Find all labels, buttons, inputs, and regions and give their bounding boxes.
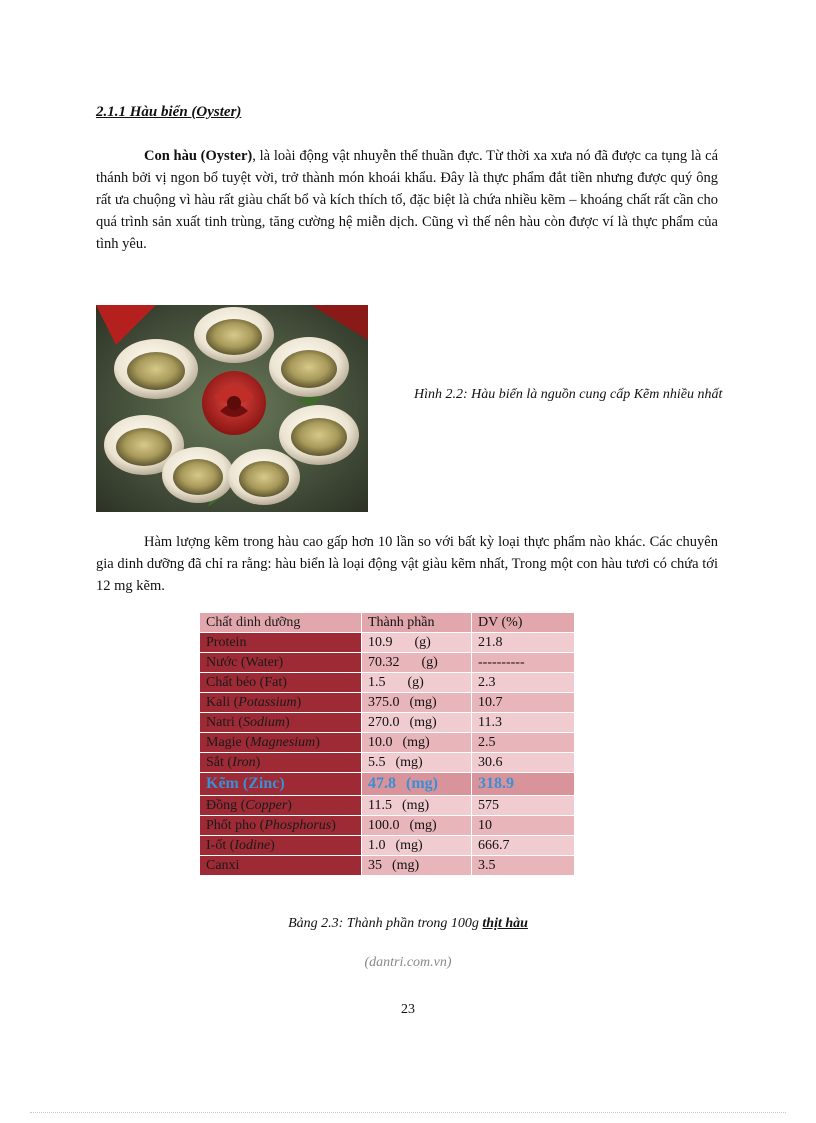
amount-unit: (g) bbox=[414, 634, 431, 650]
amount-unit: (mg) bbox=[392, 857, 420, 873]
nutrient-amount bbox=[362, 713, 472, 733]
nutrient-label: Phốt pho ( bbox=[206, 817, 265, 833]
amount-value: 47.8 bbox=[368, 775, 396, 792]
header-nutrient: Chất dinh dưỡng bbox=[200, 613, 362, 633]
nutrient-dv: 21.8 bbox=[472, 633, 575, 653]
nutrient-label: I-ốt ( bbox=[206, 837, 235, 853]
footer-divider bbox=[30, 1112, 786, 1113]
table-row bbox=[200, 673, 575, 693]
amount-value: 5.5 bbox=[368, 754, 386, 770]
amount-value: 70.32 bbox=[368, 654, 400, 670]
nutrient-dv: 2.3 bbox=[472, 673, 575, 693]
amount-value: 11.5 bbox=[368, 797, 392, 813]
amount-unit: (mg) bbox=[406, 775, 438, 792]
table-row bbox=[200, 713, 575, 733]
nutrient-label: Kẽm (Zinc) bbox=[206, 775, 285, 792]
section-heading: 2.1.1 Hàu biển (Oyster) bbox=[96, 104, 242, 120]
table-row bbox=[200, 633, 575, 653]
nutrient-name bbox=[200, 733, 362, 753]
table-row bbox=[200, 753, 575, 773]
nutrient-name bbox=[200, 816, 362, 836]
amount-value: 1.0 bbox=[368, 837, 386, 853]
figure-caption: Hình 2.2: Hàu biển là nguồn cung cấp Kẽm nhiều nhất bbox=[414, 387, 723, 402]
nutrient-close-paren: ) bbox=[296, 694, 302, 710]
nutrient-amount bbox=[362, 673, 472, 693]
nutrient-amount bbox=[362, 773, 472, 796]
header-amount: Thành phần bbox=[362, 613, 472, 633]
nutrient-name bbox=[200, 713, 362, 733]
nutrient-dv: ---------- bbox=[472, 653, 575, 673]
nutrient-name bbox=[200, 633, 362, 653]
table-row bbox=[200, 733, 575, 753]
oyster-intro-paragraph bbox=[96, 145, 718, 255]
table-row bbox=[200, 796, 575, 816]
nutrient-dv: 2.5 bbox=[472, 733, 575, 753]
table-header-row bbox=[200, 613, 575, 633]
nutrient-name bbox=[200, 753, 362, 773]
nutrient-dv: 3.5 bbox=[472, 856, 575, 876]
table-row bbox=[200, 836, 575, 856]
nutrient-dv: 666.7 bbox=[472, 836, 575, 856]
amount-value: 35 bbox=[368, 857, 382, 873]
nutrient-label: Kali ( bbox=[206, 694, 239, 710]
nutrient-close-paren: ) bbox=[284, 714, 290, 730]
nutrient-amount bbox=[362, 693, 472, 713]
nutrient-latin-name: Sodium bbox=[242, 714, 285, 730]
nutrient-label: Nước (Water) bbox=[206, 654, 284, 670]
amount-value: 100.0 bbox=[368, 817, 400, 833]
nutrient-latin-name: Iodine bbox=[234, 837, 271, 853]
nutrient-name bbox=[200, 856, 362, 876]
nutrient-amount bbox=[362, 633, 472, 653]
page-number: 23 bbox=[401, 1002, 415, 1017]
nutrient-name bbox=[200, 673, 362, 693]
nutrient-dv: 575 bbox=[472, 796, 575, 816]
oyster-photo bbox=[96, 305, 368, 512]
nutrient-label: Chất béo (Fat) bbox=[206, 674, 287, 690]
nutrient-label: Natri ( bbox=[206, 714, 243, 730]
oyster-lead-term: Con hàu (Oyster) bbox=[144, 148, 253, 164]
amount-unit: (mg) bbox=[409, 714, 437, 730]
amount-unit: (mg) bbox=[409, 817, 437, 833]
amount-unit: (mg) bbox=[409, 694, 437, 710]
nutrient-latin-name: Iron bbox=[232, 754, 256, 770]
amount-unit: (mg) bbox=[395, 754, 423, 770]
nutrient-amount bbox=[362, 753, 472, 773]
nutrient-close-paren: ) bbox=[331, 817, 336, 833]
nutrient-label: Sắt ( bbox=[206, 754, 233, 770]
amount-unit: (mg) bbox=[401, 797, 430, 813]
nutrient-name bbox=[200, 836, 362, 856]
table-row bbox=[200, 773, 575, 796]
table-row bbox=[200, 816, 575, 836]
nutrient-name bbox=[200, 653, 362, 673]
amount-value: 375.0 bbox=[368, 694, 400, 710]
nutrient-label: Magie ( bbox=[206, 734, 250, 750]
table-source: (dantri.com.vn) bbox=[364, 955, 452, 970]
table-caption bbox=[0, 916, 816, 932]
amount-unit: (mg) bbox=[402, 734, 430, 750]
amount-value: 270.0 bbox=[368, 714, 400, 730]
nutrient-amount bbox=[362, 816, 472, 836]
nutrient-latin-name: Magnesium bbox=[249, 734, 316, 750]
nutrient-dv: 10 bbox=[472, 816, 575, 836]
nutrient-amount bbox=[362, 733, 472, 753]
nutrient-amount bbox=[362, 836, 472, 856]
nutrient-dv: 10.7 bbox=[472, 693, 575, 713]
nutrient-dv: 11.3 bbox=[472, 713, 575, 733]
nutrient-amount bbox=[362, 856, 472, 876]
nutrient-name bbox=[200, 693, 362, 713]
table-caption-text: Bảng 2.3: Thành phần trong 100g bbox=[288, 916, 483, 931]
nutrient-close-paren: ) bbox=[270, 837, 275, 853]
zinc-content-paragraph: Hàm lượng kẽm trong hàu cao gấp hơn 10 lần so với bất kỳ loại thực phẩm nào khác. Các chuyên gia dinh dưỡng đã chỉ ra rằng: hàu biển là loại động vật giàu kẽm nhất, Trong một con hàu tươi có chứa tới 12 mg kẽm. bbox=[96, 534, 718, 594]
table-row bbox=[200, 693, 575, 713]
amount-value: 10.9 bbox=[368, 634, 393, 650]
nutrient-label: Đồng ( bbox=[206, 797, 246, 813]
amount-unit: (g) bbox=[407, 674, 424, 690]
table-caption-emphasis: thịt hàu bbox=[482, 916, 528, 931]
nutrient-latin-name: Copper bbox=[245, 797, 288, 813]
oyster-intro-text: , là loài động vật nhuyễn thể thuần đực. Từ thời xa xưa nó đã được ca tụng là cá thánh bởi vị ngon bổ tuyệt vời, trở thành món khoái khẩu. Đây là thực phẩm đắt tiền nhưng được quý ông rất ưa chuộng vì hàu rất giàu chất bổ và kích thích tố, đặc biệt là chứa nhiều kẽm – khoáng chất rất cần cho quá trình sản xuất tinh trùng, tăng cường hệ miễn dịch. Cũng vì thế nên hàu còn được ví là thực phẩm của tình yêu. bbox=[96, 148, 718, 252]
amount-value: 1.5 bbox=[368, 674, 386, 690]
nutrient-latin-name: Phosphorus bbox=[264, 817, 332, 833]
nutrient-label: Protein bbox=[206, 634, 247, 650]
nutrient-close-paren: ) bbox=[315, 734, 320, 750]
nutrient-latin-name: Potassium bbox=[238, 694, 297, 710]
amount-unit: (mg) bbox=[395, 837, 423, 853]
nutrient-amount bbox=[362, 653, 472, 673]
header-dv: DV (%) bbox=[472, 613, 575, 633]
nutrient-amount bbox=[362, 796, 472, 816]
amount-unit: (g) bbox=[421, 654, 438, 670]
amount-value: 10.0 bbox=[368, 734, 393, 750]
nutrient-name bbox=[200, 773, 362, 796]
table-row bbox=[200, 653, 575, 673]
nutrient-name bbox=[200, 796, 362, 816]
nutrient-close-paren: ) bbox=[255, 754, 261, 770]
table-row bbox=[200, 856, 575, 876]
nutrient-dv: 30.6 bbox=[472, 753, 575, 773]
nutrient-label: Canxi bbox=[206, 857, 240, 873]
nutrient-close-paren: ) bbox=[287, 797, 292, 813]
nutrition-table bbox=[199, 612, 575, 876]
nutrient-dv: 318.9 bbox=[472, 773, 575, 796]
